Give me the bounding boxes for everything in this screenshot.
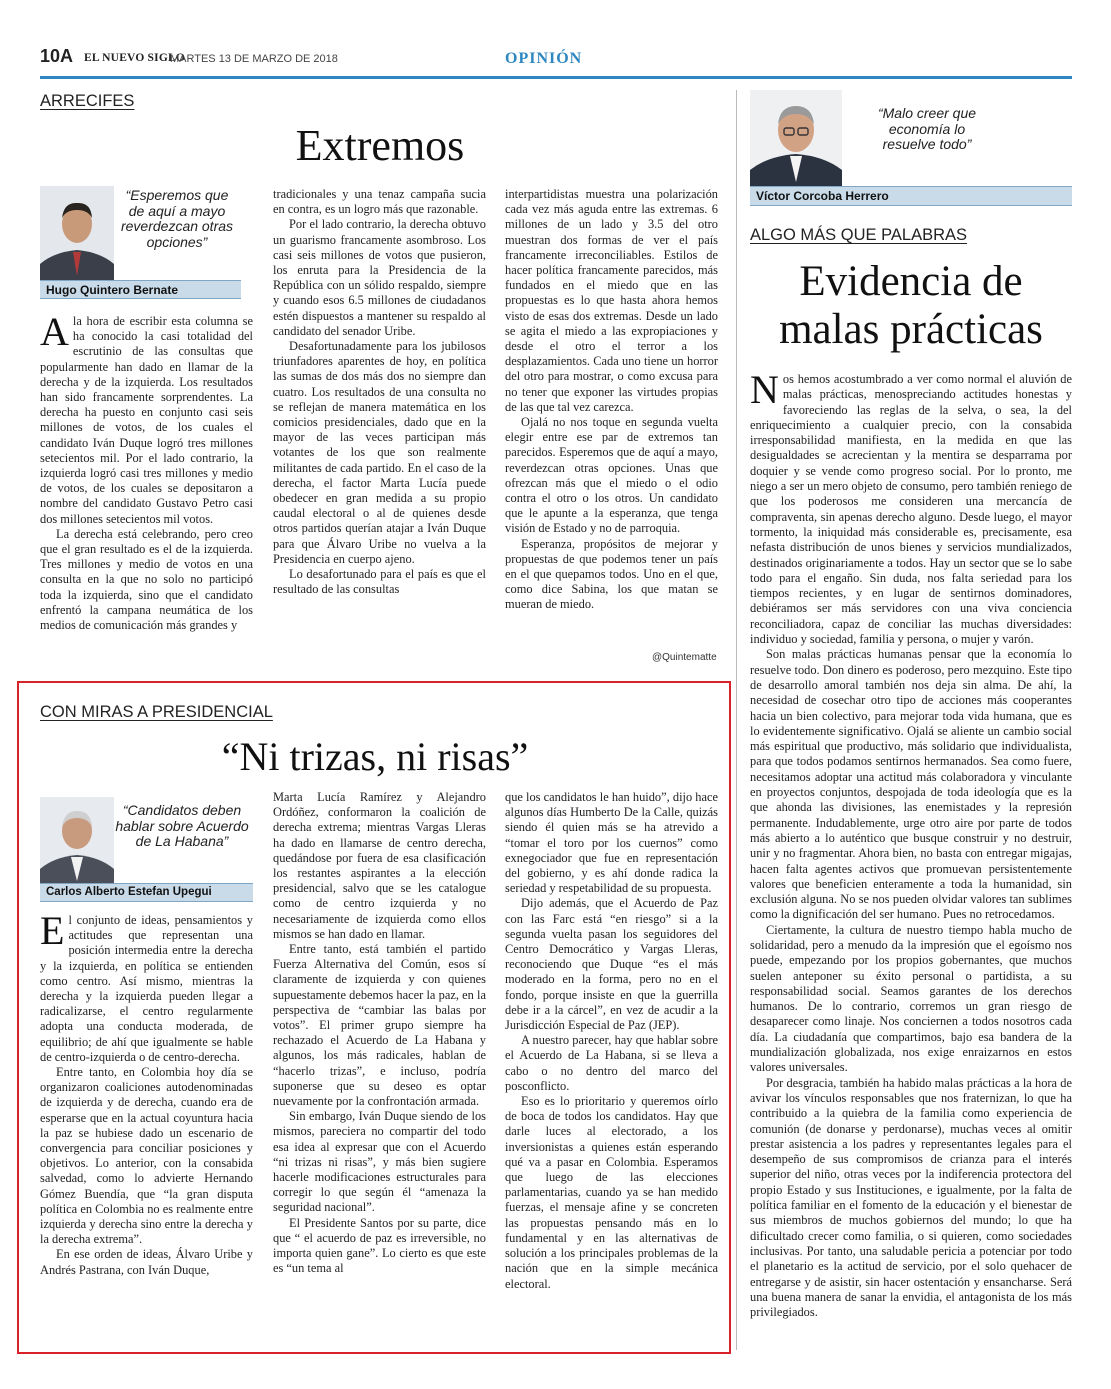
issue-date: MARTES 13 DE MARZO DE 2018 [170,53,338,65]
article2-column-2 [273,790,486,1338]
author-twitter-handle[interactable]: @Quintematte [652,652,717,663]
page-number: 10A [40,46,74,66]
paragraph: que los candidatos le han huido”, dijo hace algunos días Humberto De la Calle, quizás siendo él quien más se ha atrevido a “tomar el toro por los cuernos” como exnegociador que fue en representación del gobierno, y es ahí donde radica la seriedad y respetabilidad de su propuesta. [505,790,718,896]
paragraph: La derecha está celebrando, pero creo que el gran resultado es el de la izquierda. Tres millones y medio de votos en una consulta en la que no solo no participó toda la izquierda, sino que el candidato enfrentó la campana neumática de los medios de comunicación más grandes y [40,526,253,633]
paragraph: Entre tanto, en Colombia hoy día se organizaron coaliciones autodenominadas de izquierda y de derecha, cuando era de esperarse que en la actual coyuntura hacia la paz se hubiese dado un escenario de convergencia para conciliar posiciones y objetivos. Lo anterior, con la consabida salvedad, como lo advierte Hernando Gómez Buendía, que “la gran disputa política en Colombia no es realmente entre izquierda y derecha sino entre la derecha y la derecha extrema”. [40,1065,253,1247]
paragraph: Ciertamente, la cultura de nuestro tiempo habla mucho de solidaridad, pero a menudo da la impresión que el egoísmo nos puede, empezando por los propios gobernantes, que muchos suelen anteponer su éxito personal o partidista, a su responsabilidad social. Seamos garantes de los derechos humanos. De lo contrario, corremos un gran riesgo de desaparecer como linaje. Nos conciernen a todos nosotros cada día. La ciudadanía que compartimos, bajo esa bandera de la mundialización globalizada, nos exige enraizarnos en estos valores universales. [750,922,1072,1075]
article3-body [750,372,1072,1342]
article1-column-1 [40,314,253,666]
article3-pull-quote: “Malo creer que economía lo resuelve todo” [877,105,977,153]
section-title: OPINIÓN [505,50,583,67]
author-photo-corcoba [750,90,842,186]
article2-byline: Carlos Alberto Estefan Upegui [40,883,253,902]
paragraph: A nuestro parecer, hay que hablar sobre el Acuerdo de La Habana, si se lleva a cabo o no dentro del marco del posconflicto. [505,1033,718,1093]
paragraph: Lo desafortunado para el país es que el resultado de las consultas [273,567,486,597]
paragraph: tradicionales y una tenaz campaña sucia en contra, es un logro más que razonable. [273,187,486,217]
article3-title-line-2: malas prácticas [779,306,1043,353]
author-photo-estefan [40,797,114,883]
header-rule [40,76,1072,79]
paragraph: Eso es lo prioritario y queremos oírlo de boca de todos los candidatos. Hay que darle luces al electorado, a los inversionistas a quienes están esperando qué va a pasar en Colombia. Esperamos que luego de las elecciones parlamentarias, cuando ya se han medido fuerzas, el mensaje afine y se concreten las propuestas pensando más en lo fundamental y en las alternativas de solución a los principales problemas de la nación que en la simple mecánica electoral. [505,1094,718,1291]
article3-title-line-1: Evidencia de [799,258,1023,305]
author-photo-quintero [40,186,114,280]
paragraph: interpartidistas muestra una polarización cada vez más aguda entre las extremas. 6 millones de un lado y 3.5 del otro muestran dos formas de ver el país francamente irreconciliables. Estilos de hacer política francamente parecidos, más fundados en el miedo que en las propuestas es lo que hasta ahora hemos visto de esas dos extremas. Desde un lado se agita el miedo a las expropiaciones y desde el otro el terror a los desplazamientos. Cada uno tiene un horror del otro para mostrar, o como excusa para no tener que exponer las virtudes propias de las que tal vez carezca. [505,187,718,414]
article1-column-2 [273,187,486,666]
article1-byline: Hugo Quintero Bernate [40,280,241,299]
article1-column-3 [505,187,718,649]
paragraph: la hora de escribir esta columna se ha conocido la casi totalidad del escrutinio de las consultas que popularmente han dado en llamar de la derecha y de la izquierda. Los resultados han sido francamente sorprendentes. La derecha ha puesto en conjunto casi seis millones de votos, de los cuales el candidato Iván Duque logró tres millones setecientos mil. Por el lado contrario, la izquierda logró casi tres millones y medio de votos, de los cuales se depositaron a nombre del candidato Gustavo Petro casi dos millones setecientos mil votos. [40,314,253,526]
paragraph: Dijo además, que el Acuerdo de Paz con las Farc está “en riesgo” si a la segunda vuelta pasan los seguidores del Centro Democrático y Vargas Lleras, reconociendo que Duque “es el más moderado en la forma, pero no en el fondo, porque insiste en que la guerrilla debe ir a la cárcel”, en vez de acudir a la Jurisdicción Especial de Paz (JEP). [505,896,718,1033]
paragraph: Desafortunadamente para los jubilosos triunfadores aparentes de hoy, en política las sumas de dos más dos no siempre dan cuatro. Los resultados de una consulta no se reflejan de manera matemática en los comicios presidenciales, dado que en la mayor de las veces participan más votantes de los que son realmente militantes de cada partido. En el caso de la derecha, el factor Marta Lucía puede obedecer en gran medida a su propio caudal electoral o al de quienes desde otros partidos querían atajar a Iván Duque para que Álvaro Uribe no vuelva a la Presidencia en cuerpo ajeno. [273,339,486,566]
dropcap: E [40,913,65,953]
article2-pull-quote: “Candidatos deben hablar sobre Acuerdo de La Habana” [115,802,249,850]
paragraph: En ese orden de ideas, Álvaro Uribe y Andrés Pastrana, con Iván Duque, [40,1247,253,1277]
paragraph: Marta Lucía Ramírez y Alejandro Ordóñez, conformaron la coalición de derecha extrema; mientras Vargas Lleras ha dado en llamarse de centro derecha, quedándose por fuera de esa clasificación los restantes aspirantes a la elección presidencial, salvo que se les catalogue como de centro izquierda y no necesariamente de izquierda como ellos mismos se han dado en llamar. [273,790,486,941]
article2-kicker: CON MIRAS A PRESIDENCIAL [40,703,273,721]
paragraph: El Presidente Santos por su parte, dice que “ el acuerdo de paz es irreversible, no importa quien gane”. Lo cierto es que este es “un tema al [273,1215,486,1276]
paragraph: Entre tanto, está también el partido Fuerza Alternativa del Común, esos sí claramente de izquierda y con quienes supuestamente debemos hacer la paz, en la perspectiva de “cambiar las balas por votos”. El primer grupo siempre ha rechazado el Acuerdo de La Habana y algunos, los más radicales, hablan de “hacerlo trizas”, e incluso, podría suponerse que su deseo es optar nuevamente por la confrontación armada. [273,942,486,1109]
article2-column-1 [40,913,253,1338]
paragraph: Ojalá no nos toque en segunda vuelta elegir entre ese par de extremos tan parecidos. Esperemos que de aquí a mayo, reverdezcan otras opciones. Unas que ofrezcan más que el miedo o el odio contra el otro o los otros. Un candidato que le apunte a la esperanza, que tenga visión de Estado y no de parroquia. [505,415,718,536]
article2-column-3 [505,790,718,1338]
paragraph: Son malas prácticas humanas pensar que la economía lo resuelve todo. Don dinero es poderoso, pero mezquino. Este tipo de desarrollo amoral también nos deja sin alma. De ahí, la necesidad de cosechar otro tipo de acciones más cooperantes hacia un bien colectivo, para mejorar toda vida humana, que es lo evidentemente significativo. Ojalá se aliente un cambio social más espiritual que productivo, más solidario que individualista, para que todos podamos sentirnos hermanados. Sea como fuere, necesitamos adoptar una actitud más colaboradora y vinculante en proyectos conjuntos, despojada de toda ideología que es la que ahonda las divisiones, las enemistades y la represión permanente. Indudablemente, urge otro aire por parte de todos más abierto a lo auténtico que busque construir y no destruir, unir y no fragmentar. Ahora bien, no basta con entregar migajas, hacen falta agentes activos que promuevan persistentemente valores que beneficien enteramente a toda la humanidad, sin exclusión alguna. No se nos pueden olvidar valores tan sublimes como la dignificación del ser humano. Pues no retrocedamos. [750,647,1072,922]
article3-title [750,258,1072,354]
article3-kicker: ALGO MÁS QUE PALABRAS [750,226,968,244]
column-divider [736,90,737,1350]
newspaper-name: EL NUEVO SIGLO [84,52,185,64]
paragraph: Esperanza, propósitos de mejorar y propuestas de que podemos tener un país en el que quepamos todos. Uno en el que, como dice Sabina, los que matan se mueran de miedo. [505,536,718,612]
article1-kicker: ARRECIFES [40,92,135,110]
article1-pull-quote: “Esperemos que de aquí a mayo reverdezcan otras opciones” [120,187,234,251]
article3-byline: Víctor Corcoba Herrero [750,186,1072,206]
paragraph: l conjunto de ideas, pensamientos y actitudes que representan una posición intermedia entre la derecha y la izquierda, en política se entienden como centro. Así mismo, mientras la derecha y la izquierda pueden llegar a radicalizarse, el centro regularmente adopta una conducta moderada, de equilibrio; de ahí que igualmente se hable de centro-izquierda o de centro-derecha. [40,913,253,1064]
paragraph: Sin embargo, Iván Duque siendo de los mismos, pareciera no compartir del todo esa idea al expresar que con el Acuerdo “ni trizas ni risas”, y más bien sugiere hacerle modificaciones estructurales para corregir lo que según él “amenaza la seguridad nacional”. [273,1109,486,1215]
article2-title: “Ni trizas, ni risas” [221,734,529,779]
paragraph: Por desgracia, también ha habido malas prácticas a la hora de avivar los vínculos responsables que nos fraternizan, lo que ha contribuido a la quiebra de la familia como experiencia de comunión (de donarse y perdonarse), muchas veces al omitir prestar asistencia a los padres y representantes legales para el desempeño de sus compromisos de crianza para el interés superior del niño, otras veces por la indiferencia protectora del propio Estado y sus Instituciones, e igualmente, por la falta de política familiar en el fomento de la educación y el bienestar de sus miembros de muchos gobiernos del mundo; lo que ha dificultado crecer como familia, o si quieren, como sociedades inclusivas. Por tanto, una saludable pericia a potenciar por todo el planetario es la actitud de servicio, por el solo quehacer de entregarse y de asistir, sin hacer ostentación y ensancharse. Será una buena manera de sanar la envidia, el antagonista de los más privilegiados. [750,1075,1072,1320]
paragraph: os hemos acostumbrado a ver como normal el aluvión de malas prácticas, menospreciando actitudes honestas y favoreciendo las reglas de la selva, o sea, la del enriquecimiento a cualquier precio, con la consabida irresponsabilidad manifiesta, en la medida en que las desigualdades se acrecientan y la mentira se desparrama por doquier y se vende como progreso social. Por lo pronto, me niego a ser un mero objeto de consumo, pero también reniego de que los poderosos me consideren una mercancía de compraventa, sin apenas derecho alguno. Desde luego, el mayor tormento, la iniquidad más considerable es, precisamente, esa nefasta distribución de unos bienes y servicios mundializados, destinados originariamente a todos. Hay un sector que se lo sabe todo para el engaño. Sin duda, nos falta seriedad para los tiempos recientes, y en lugar de sentirnos dominadores, debiéramos ser más servidores con una viva conciencia reconciliadora, capaz de conciliar las muchas diversidades: individuo y sociedad, familia y persona, o mujer y varón. [750,372,1072,647]
paragraph: Por el lado contrario, la derecha obtuvo un guarismo francamente asombroso. Los casi seis millones de votos que pusieron, los enruta para la Presidencia de la República con un sólido respaldo, siempre y cuando esos 6.5 millones de ciudadanos estén dispuestos a mantener su respaldo al candidato del senador Uribe. [273,217,486,338]
article1-title: Extremos [295,121,465,170]
dropcap: N [750,372,779,412]
dropcap: A [40,314,69,354]
